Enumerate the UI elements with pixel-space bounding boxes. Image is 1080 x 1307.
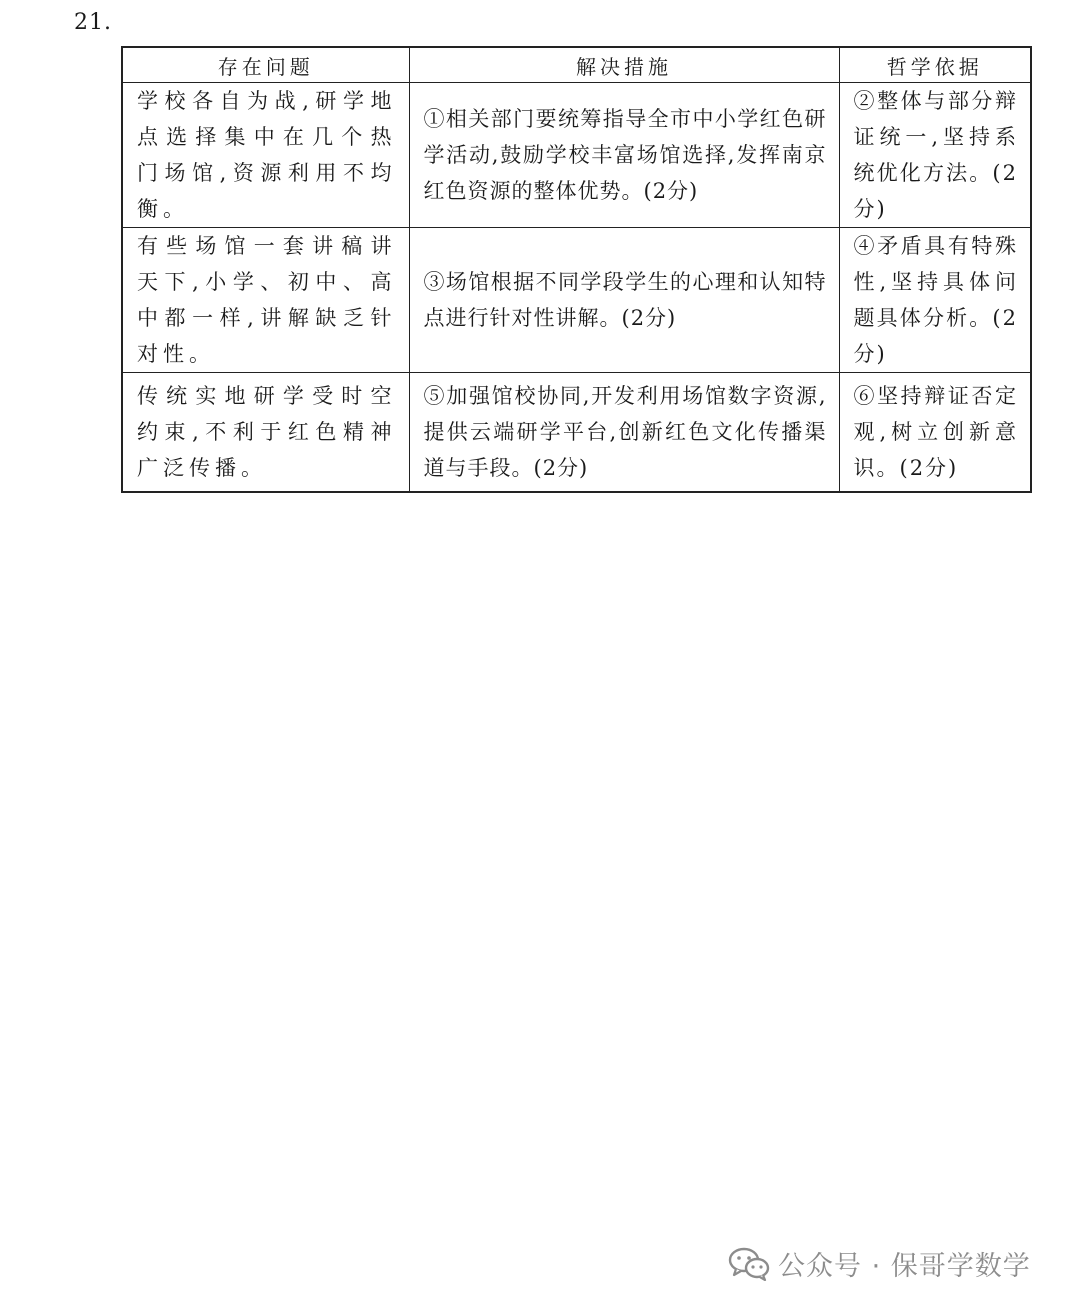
header-problem: 存在问题 [122,47,409,83]
problem-cell: 学校各自为战,研学地点选择集中在几个热门场馆,资源利用不均衡。 [122,83,409,228]
measure-cell: ③场馆根据不同学段学生的心理和认知特点进行针对性讲解。(2分) [409,228,839,373]
wechat-icon [728,1247,770,1281]
problem-cell: 传统实地研学受时空约束,不利于红色精神广泛传播。 [122,373,409,493]
answer-table [121,46,1032,493]
table-row [122,228,1031,373]
measure-cell: ①相关部门要统筹指导全市中小学红色研学活动,鼓励学校丰富场馆选择,发挥南京红色资源的整体优势。(2分) [409,83,839,228]
basis-cell: ②整体与部分辩证统一,坚持系统优化方法。(2分) [839,83,1031,228]
table-header-row [122,47,1031,83]
basis-cell: ④矛盾具有特殊性,坚持具体问题具体分析。(2分) [839,228,1031,373]
table-row [122,373,1031,493]
header-basis: 哲学依据 [839,47,1031,83]
question-number: 21. [74,10,112,35]
watermark [728,1244,1031,1283]
table-row [122,83,1031,228]
basis-cell: ⑥坚持辩证否定观,树立创新意识。(2分) [839,373,1031,493]
problem-cell: 有些场馆一套讲稿讲天下,小学、初中、高中都一样,讲解缺乏针对性。 [122,228,409,373]
watermark-text: 公众号 · 保哥学数学 [778,1251,1031,1282]
header-measure: 解决措施 [409,47,839,83]
measure-cell: ⑤加强馆校协同,开发利用场馆数字资源,提供云端研学平台,创新红色文化传播渠道与手段。(2分) [409,373,839,493]
